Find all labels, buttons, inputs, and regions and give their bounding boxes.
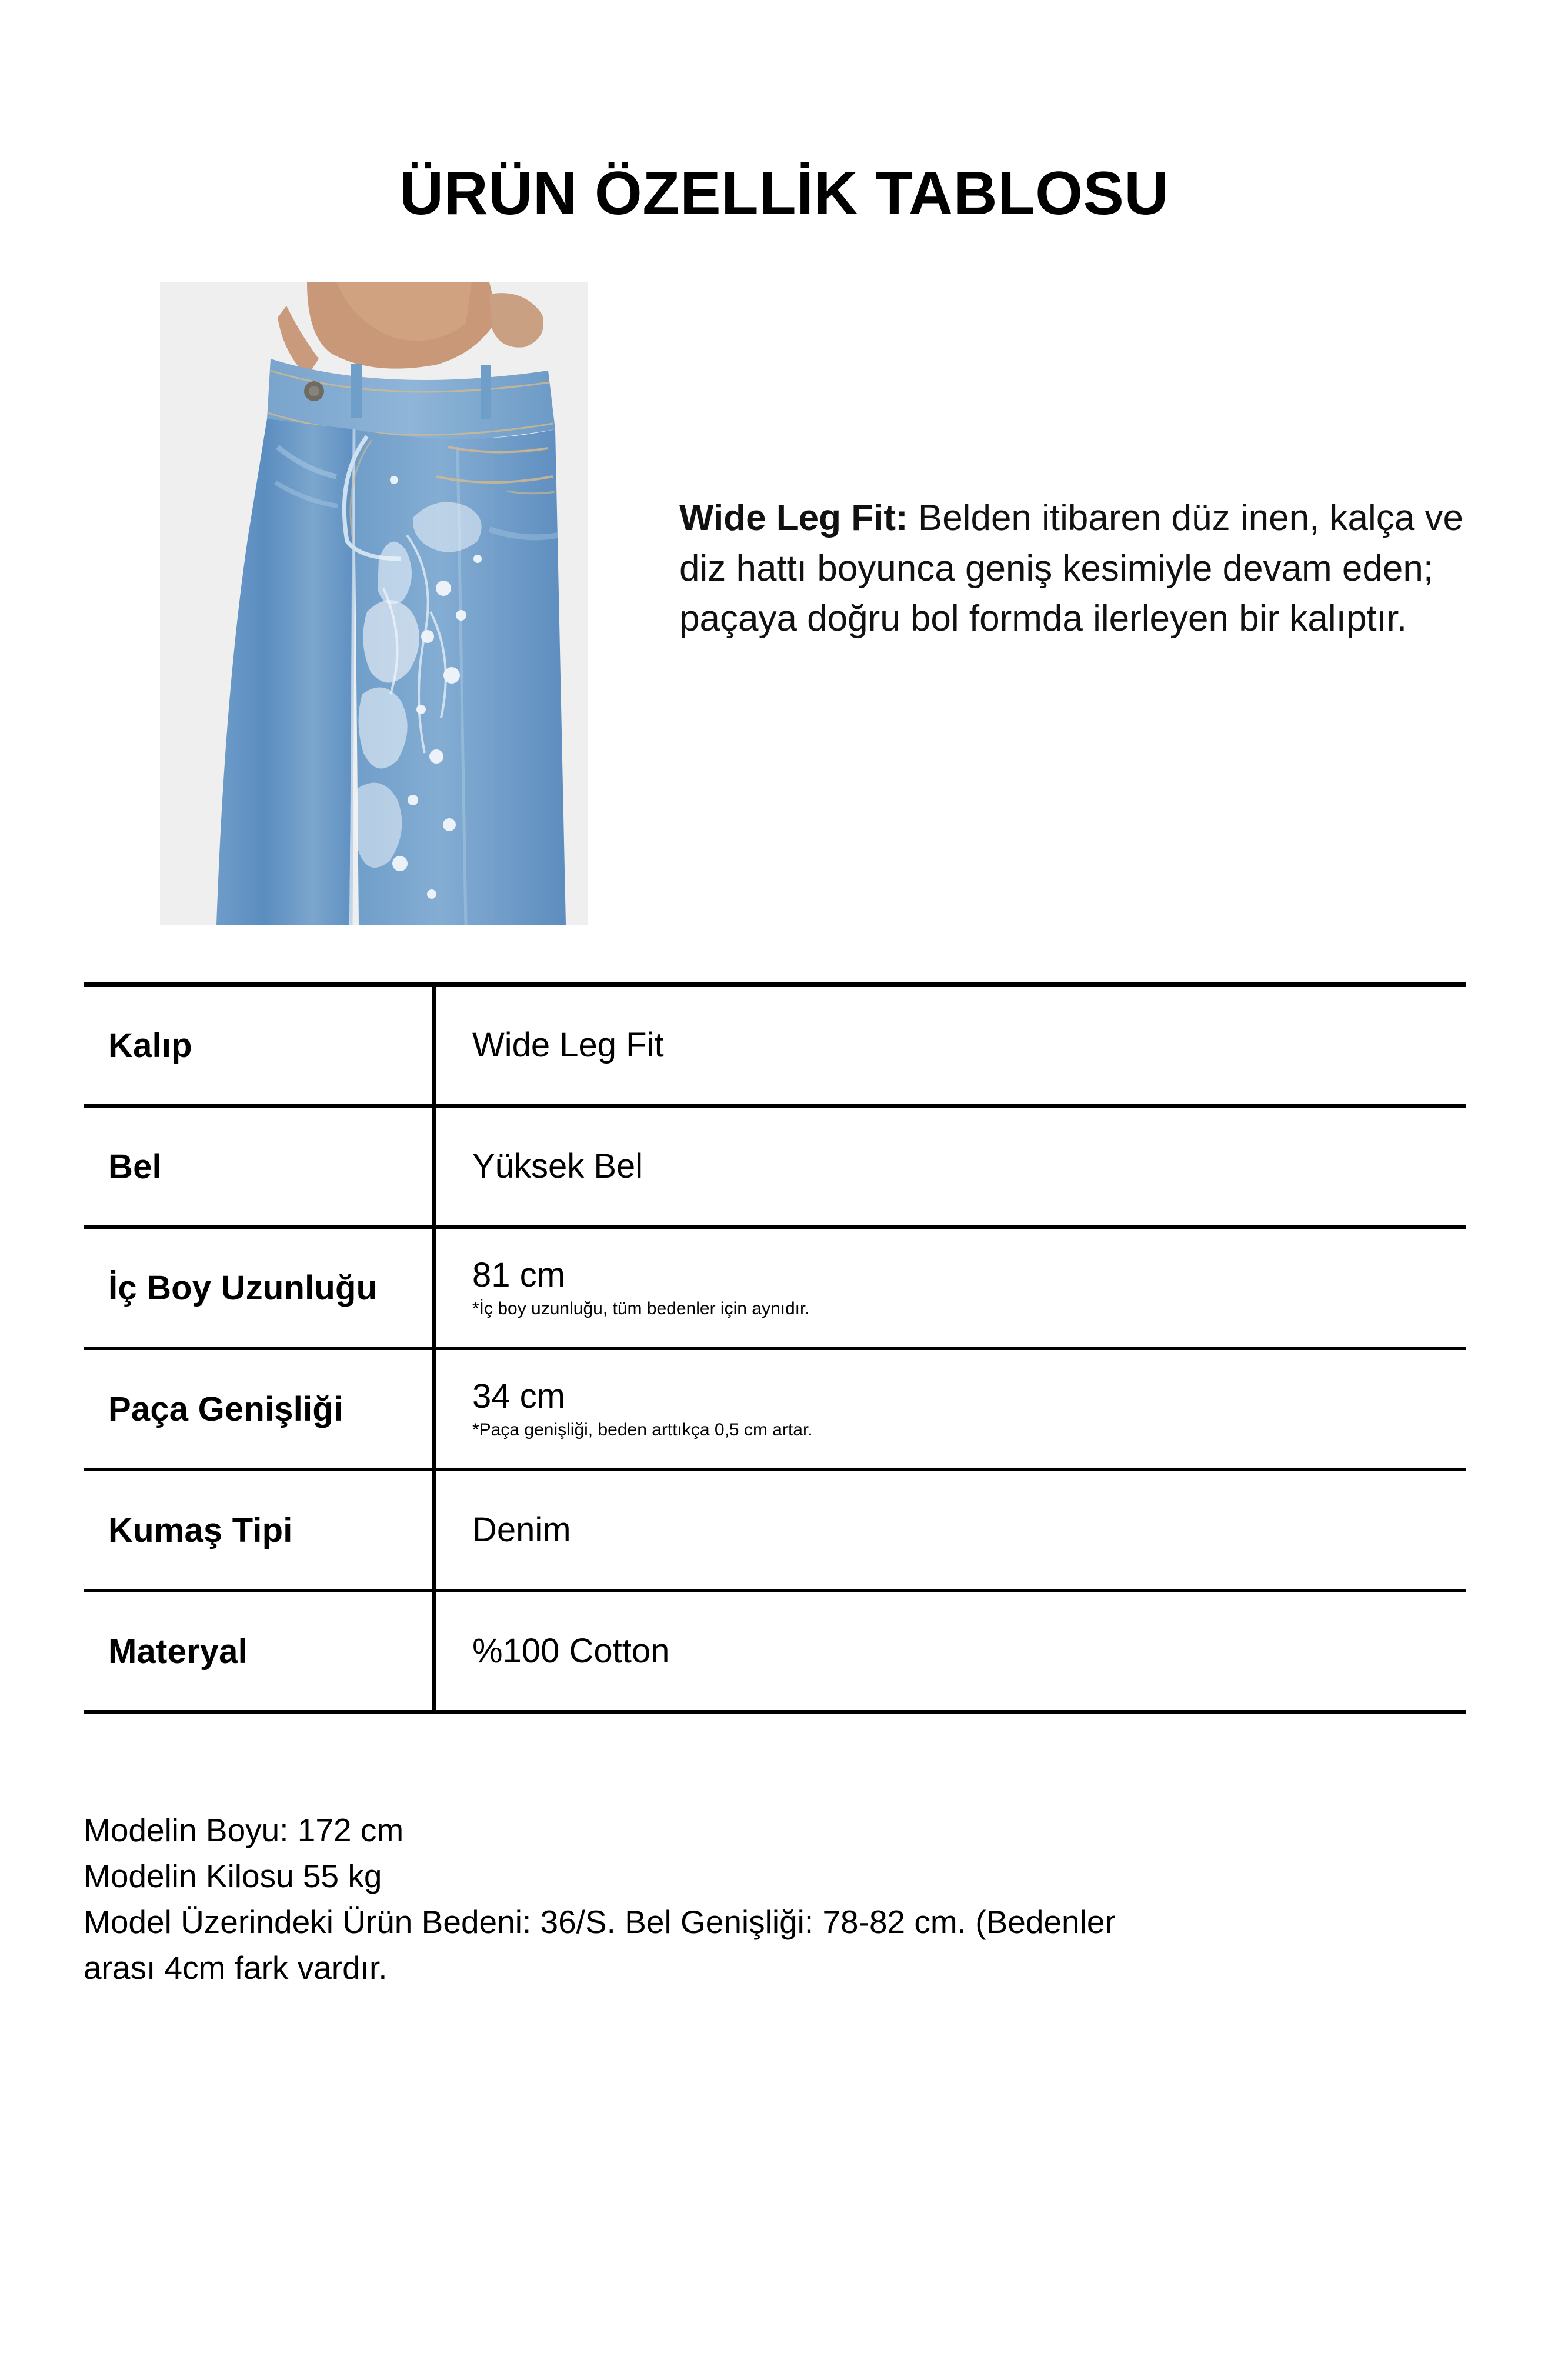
spec-value-note: *Paça genişliği, beden arttıkça 0,5 cm artar.	[472, 1419, 813, 1439]
fit-description-lead: Wide Leg Fit:	[679, 498, 908, 538]
fit-description-body: Belden itibaren düz inen, kalça ve diz hattı boyunca geniş kesimiyle devam eden; paçaya doğru bol formda ilerleyen bir kalıptır.	[679, 498, 1464, 639]
product-photo	[160, 282, 588, 925]
spec-label-materyal: Materyal	[84, 1591, 434, 1712]
model-weight-note: Modelin Kilosu 55 kg	[84, 1858, 382, 1895]
spec-label-bel: Bel	[84, 1106, 434, 1227]
spec-value-paca-genisligi	[434, 1348, 1466, 1469]
table-row	[84, 1106, 1466, 1227]
spec-label-kumas-tipi: Kumaş Tipi	[84, 1469, 434, 1591]
table-row	[84, 1469, 1466, 1591]
spec-value-kalip	[434, 985, 1466, 1106]
product-spec-table	[84, 982, 1466, 1714]
spec-value-note: *İç boy uzunluğu, tüm bedenler için aynıdır.	[472, 1298, 810, 1318]
denim-jeans-illustration	[160, 282, 588, 925]
spec-value-main: Yüksek Bel	[472, 1146, 643, 1185]
spec-value-main: %100 Cotton	[472, 1631, 670, 1670]
spec-label-ic-boy-uzunlugu: İç Boy Uzunluğu	[84, 1227, 434, 1348]
table-row	[84, 1348, 1466, 1469]
model-notes	[84, 1807, 1466, 1991]
spec-value-ic-boy-uzunlugu	[434, 1227, 1466, 1348]
table-row	[84, 985, 1466, 1106]
spec-value-kumas-tipi	[434, 1469, 1466, 1591]
spec-label-paca-genisligi: Paça Genişliği	[84, 1348, 434, 1469]
page-title: ÜRÜN ÖZELLİK TABLOSU	[399, 159, 1169, 228]
fit-description	[679, 493, 1514, 644]
spec-value-main: Wide Leg Fit	[472, 1026, 664, 1065]
spec-value-main: 34 cm	[472, 1377, 565, 1415]
model-size-note: Model Üzerindeki Ürün Bedeni: 36/S. Bel Genişliği: 78-82 cm. (Bedenler	[84, 1904, 1116, 1941]
spec-label-kalip: Kalıp	[84, 985, 434, 1106]
model-height-note: Modelin Boyu: 172 cm	[84, 1812, 404, 1848]
spec-value-materyal	[434, 1591, 1466, 1712]
spec-value-bel	[434, 1106, 1466, 1227]
spec-value-main: Denim	[472, 1510, 571, 1549]
table-row	[84, 1591, 1466, 1712]
spec-value-main: 81 cm	[472, 1255, 565, 1294]
table-row	[84, 1227, 1466, 1348]
size-difference-note: arası 4cm fark vardır.	[84, 1949, 388, 1987]
